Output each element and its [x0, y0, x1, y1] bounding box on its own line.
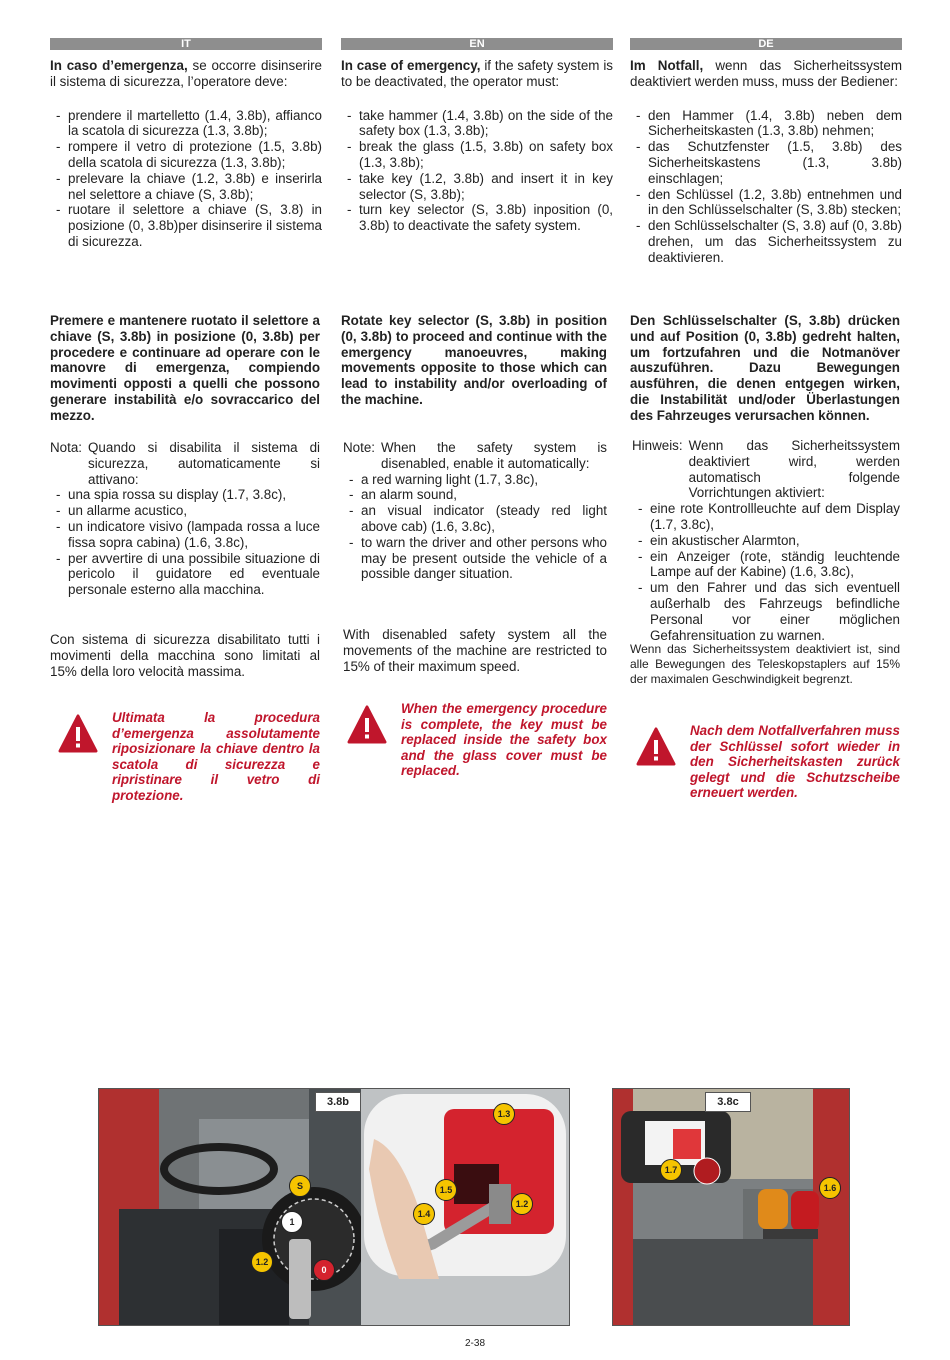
- warning-de: Nach dem Notfallverfahren muss der Schlüssel sofort wieder in den Sicherheitskasten zurück gelegt und die Schutzscheibe erneuert werden.: [636, 723, 900, 801]
- list-item: - den Hammer (1.4, 3.8b) neben dem Sicherheitskasten (1.3, 3.8b) nehmen;: [630, 108, 902, 140]
- figure-3-8c: [612, 1088, 850, 1326]
- callout-pin: 1.2: [511, 1193, 533, 1215]
- steps-list-it: [50, 108, 322, 250]
- list-item: - den Schlüsselschalter (S, 3.8) auf (0, 3.8b) drehen, um das Sicherheitssystem zu deaktivieren.: [630, 218, 902, 265]
- list-item: - das Schutzfenster (1.5, 3.8b) des Sicherheitskastens (1.3, 3.8b) einschlagen;: [630, 139, 902, 186]
- list-item: - una spia rossa su display (1.7, 3.8c),: [50, 487, 320, 503]
- callout-pin: 1.6: [819, 1177, 841, 1199]
- callout-pin: 1: [281, 1211, 303, 1233]
- rotate-text-en: Rotate key selector (S, 3.8b) in position (0, 3.8b) to proceed and continue with the emergency manoeuvres, making movements opposite to those which can lead to instability and/or overloading of the machine.: [341, 313, 607, 407]
- list-item: - ruotare il selettore a chiave (S, 3.8) in posizione (0, 3.8b)per disinserire il sistema di sicurezza.: [50, 202, 322, 249]
- speed-text-en: With disenabled safety system all the movements of the machine are restricted to 15% of their maximum speed.: [343, 627, 607, 674]
- page-number: 2-38: [464, 1338, 485, 1349]
- callout-pin: S: [289, 1175, 311, 1197]
- list-item: - den Schlüssel (1.2, 3.8b) entnehmen und in den Schlüsselschalter (S, 3.8b) stecken;: [630, 187, 902, 219]
- note-en: Note: When the safety system is disenabled, enable it automatically: - a red warning light (1.7, 3.8c), - an alarm sound, - an visual indicator (steady red light above cab) (1.6, 3.8c), - to warn the driver and other persons who may be present outside the vehicle of a possible danger situation.: [343, 440, 607, 582]
- steps-list-de: [630, 108, 902, 266]
- callout-pin: 1.3: [493, 1103, 515, 1125]
- list-item: - un indicatore visivo (lampada rossa a luce fissa sopra cabina) (1.6, 3.8c),: [50, 519, 320, 551]
- lang-header-it: IT: [50, 38, 322, 50]
- lang-header-en: EN: [341, 38, 613, 50]
- cab-display-photo: [613, 1089, 849, 1325]
- list-item: - rompere il vetro di protezione (1.5, 3.8b) della scatola di sicurezza (1.3, 3.8b);: [50, 139, 322, 171]
- list-item: - um den Fahrer und das sich eventuell außerhalb des Fahrzeugs befindliche Personal vor einer möglichen Gefahrensituation zu warnen.: [632, 580, 900, 643]
- intro-de: Im Notfall, wenn das Sicherheitssystem deaktiviert werden muss, muss der Bediener:: [630, 58, 902, 89]
- callout-pin: 1.7: [660, 1159, 682, 1181]
- note-de: Hinweis: Wenn das Sicherheitssystem deaktiviert wird, werden automatisch folgende Vorrichtungen aktiviert: - eine rote Kontrollleuchte auf dem Display (1.7, 3.8c), - ein akustischer Alarmton, - ein Anzeiger (rote, ständig leuchtende Lampe auf der Kabine) (1.6, 3.8c), - um den Fahrer und das sich eventuell außerhalb des Fahrzeugs befindliche Personal vor einer möglichen Gefahrensituation zu warnen.: [632, 438, 900, 643]
- list-item: - turn key selector (S, 3.8b) inposition (0, 3.8b) to deactivate the safety system.: [341, 202, 613, 234]
- list-item: - a red warning light (1.7, 3.8c),: [343, 472, 607, 488]
- warning-icon: [636, 727, 676, 767]
- column-en: [341, 38, 613, 234]
- note-it: Nota: Quando si disabilita il sistema di sicurezza, automaticamente si attivano: - una spia rossa su display (1.7, 3.8c), - un allarme acustico, - un indicatore visivo (lampada rossa a luce fissa sopra cabina) (1.6, 3.8c), - per avvertire di una possibile situazione di pericolo il guidatore ed eventuale personale esterno alla macchina.: [50, 440, 320, 598]
- column-it: [50, 38, 322, 250]
- speed-text-it: Con sistema di sicurezza disabilitato tutti i movimenti della macchina sono limitati al 15% della loro velocità massima.: [50, 632, 320, 679]
- list-item: - un allarme acustico,: [50, 503, 320, 519]
- list-item: - prelevare la chiave (1.2, 3.8b) e inserirla nel selettore a chiave (S, 3.8b);: [50, 171, 322, 203]
- callout-pin: 1.2: [251, 1251, 273, 1273]
- cab-interior-photo: [99, 1089, 569, 1325]
- list-item: - ein Anzeiger (rote, ständig leuchtende Lampe auf der Kabine) (1.6, 3.8c),: [632, 549, 900, 581]
- warning-en: When the emergency procedure is complete, the key must be replaced inside the safety box and the glass cover must be replaced.: [347, 701, 607, 779]
- warning-icon: [58, 714, 98, 754]
- intro-it: In caso d’emergenza, se occorre disinserire il sistema di sicurezza, l’operatore deve:: [50, 58, 322, 89]
- list-item: - take key (1.2, 3.8b) and insert it in key selector (S, 3.8b);: [341, 171, 613, 203]
- list-item: - eine rote Kontrollleuchte auf dem Display (1.7, 3.8c),: [632, 501, 900, 533]
- figure-label: 3.8c: [705, 1092, 751, 1112]
- callout-pin: 1.4: [413, 1203, 435, 1225]
- rotate-text-de: Den Schlüsselschalter (S, 3.8b) drücken und auf Position (0, 3.8b) gedreht halten, um fortzufahren und die Notmanöver auszuführen. Dazu Bewegungen ausführen, die denen entgegen wirken, die Instabilität und/oder Überlastungen des Fahrzeuges verursachen können.: [630, 313, 900, 423]
- callout-pin: 0: [313, 1259, 335, 1281]
- list-item: - to warn the driver and other persons who may be present outside the vehicle of a possible danger situation.: [343, 535, 607, 582]
- lang-header-de: DE: [630, 38, 902, 50]
- intro-en: In case of emergency, if the safety system is to be deactivated, the operator must:: [341, 58, 613, 89]
- figure-3-8b: [98, 1088, 570, 1326]
- list-item: - break the glass (1.5, 3.8b) on safety box (1.3, 3.8b);: [341, 139, 613, 171]
- warning-icon: [347, 705, 387, 745]
- figure-label: 3.8b: [315, 1092, 361, 1112]
- column-de: [630, 38, 902, 266]
- list-item: - take hammer (1.4, 3.8b) on the side of the safety box (1.3, 3.8b);: [341, 108, 613, 140]
- list-item: - an visual indicator (steady red light above cab) (1.6, 3.8c),: [343, 503, 607, 535]
- callout-pin: 1.5: [435, 1179, 457, 1201]
- speed-text-de: Wenn das Sicherheitssystem deaktiviert ist, sind alle Bewegungen des Teleskopstaplers auf 15% der maximalen Geschwindigkeit begrenzt.: [630, 642, 900, 686]
- warning-it: Ultimata la procedura d’emergenza assolutamente riposizionare la chiave dentro la scatola di sicurezza e ripristinare il vetro di protezione.: [58, 710, 320, 803]
- list-item: - prendere il martelletto (1.4, 3.8b), affianco la scatola di sicurezza (1.3, 3.8b);: [50, 108, 322, 140]
- rotate-text-it: Premere e mantenere ruotato il selettore a chiave (S, 3.8b) in posizione (0, 3.8b) per procedere e continuare ad operare con le manovre di emergenza, compiendo movimenti opposti a quelli che possono generare instabilità e/o sovraccarico del mezzo.: [50, 313, 320, 423]
- list-item: - per avvertire di una possibile situazione di pericolo il guidatore ed eventuale personale esterno alla macchina.: [50, 551, 320, 598]
- list-item: - an alarm sound,: [343, 487, 607, 503]
- list-item: - ein akustischer Alarmton,: [632, 533, 900, 549]
- steps-list-en: [341, 108, 613, 234]
